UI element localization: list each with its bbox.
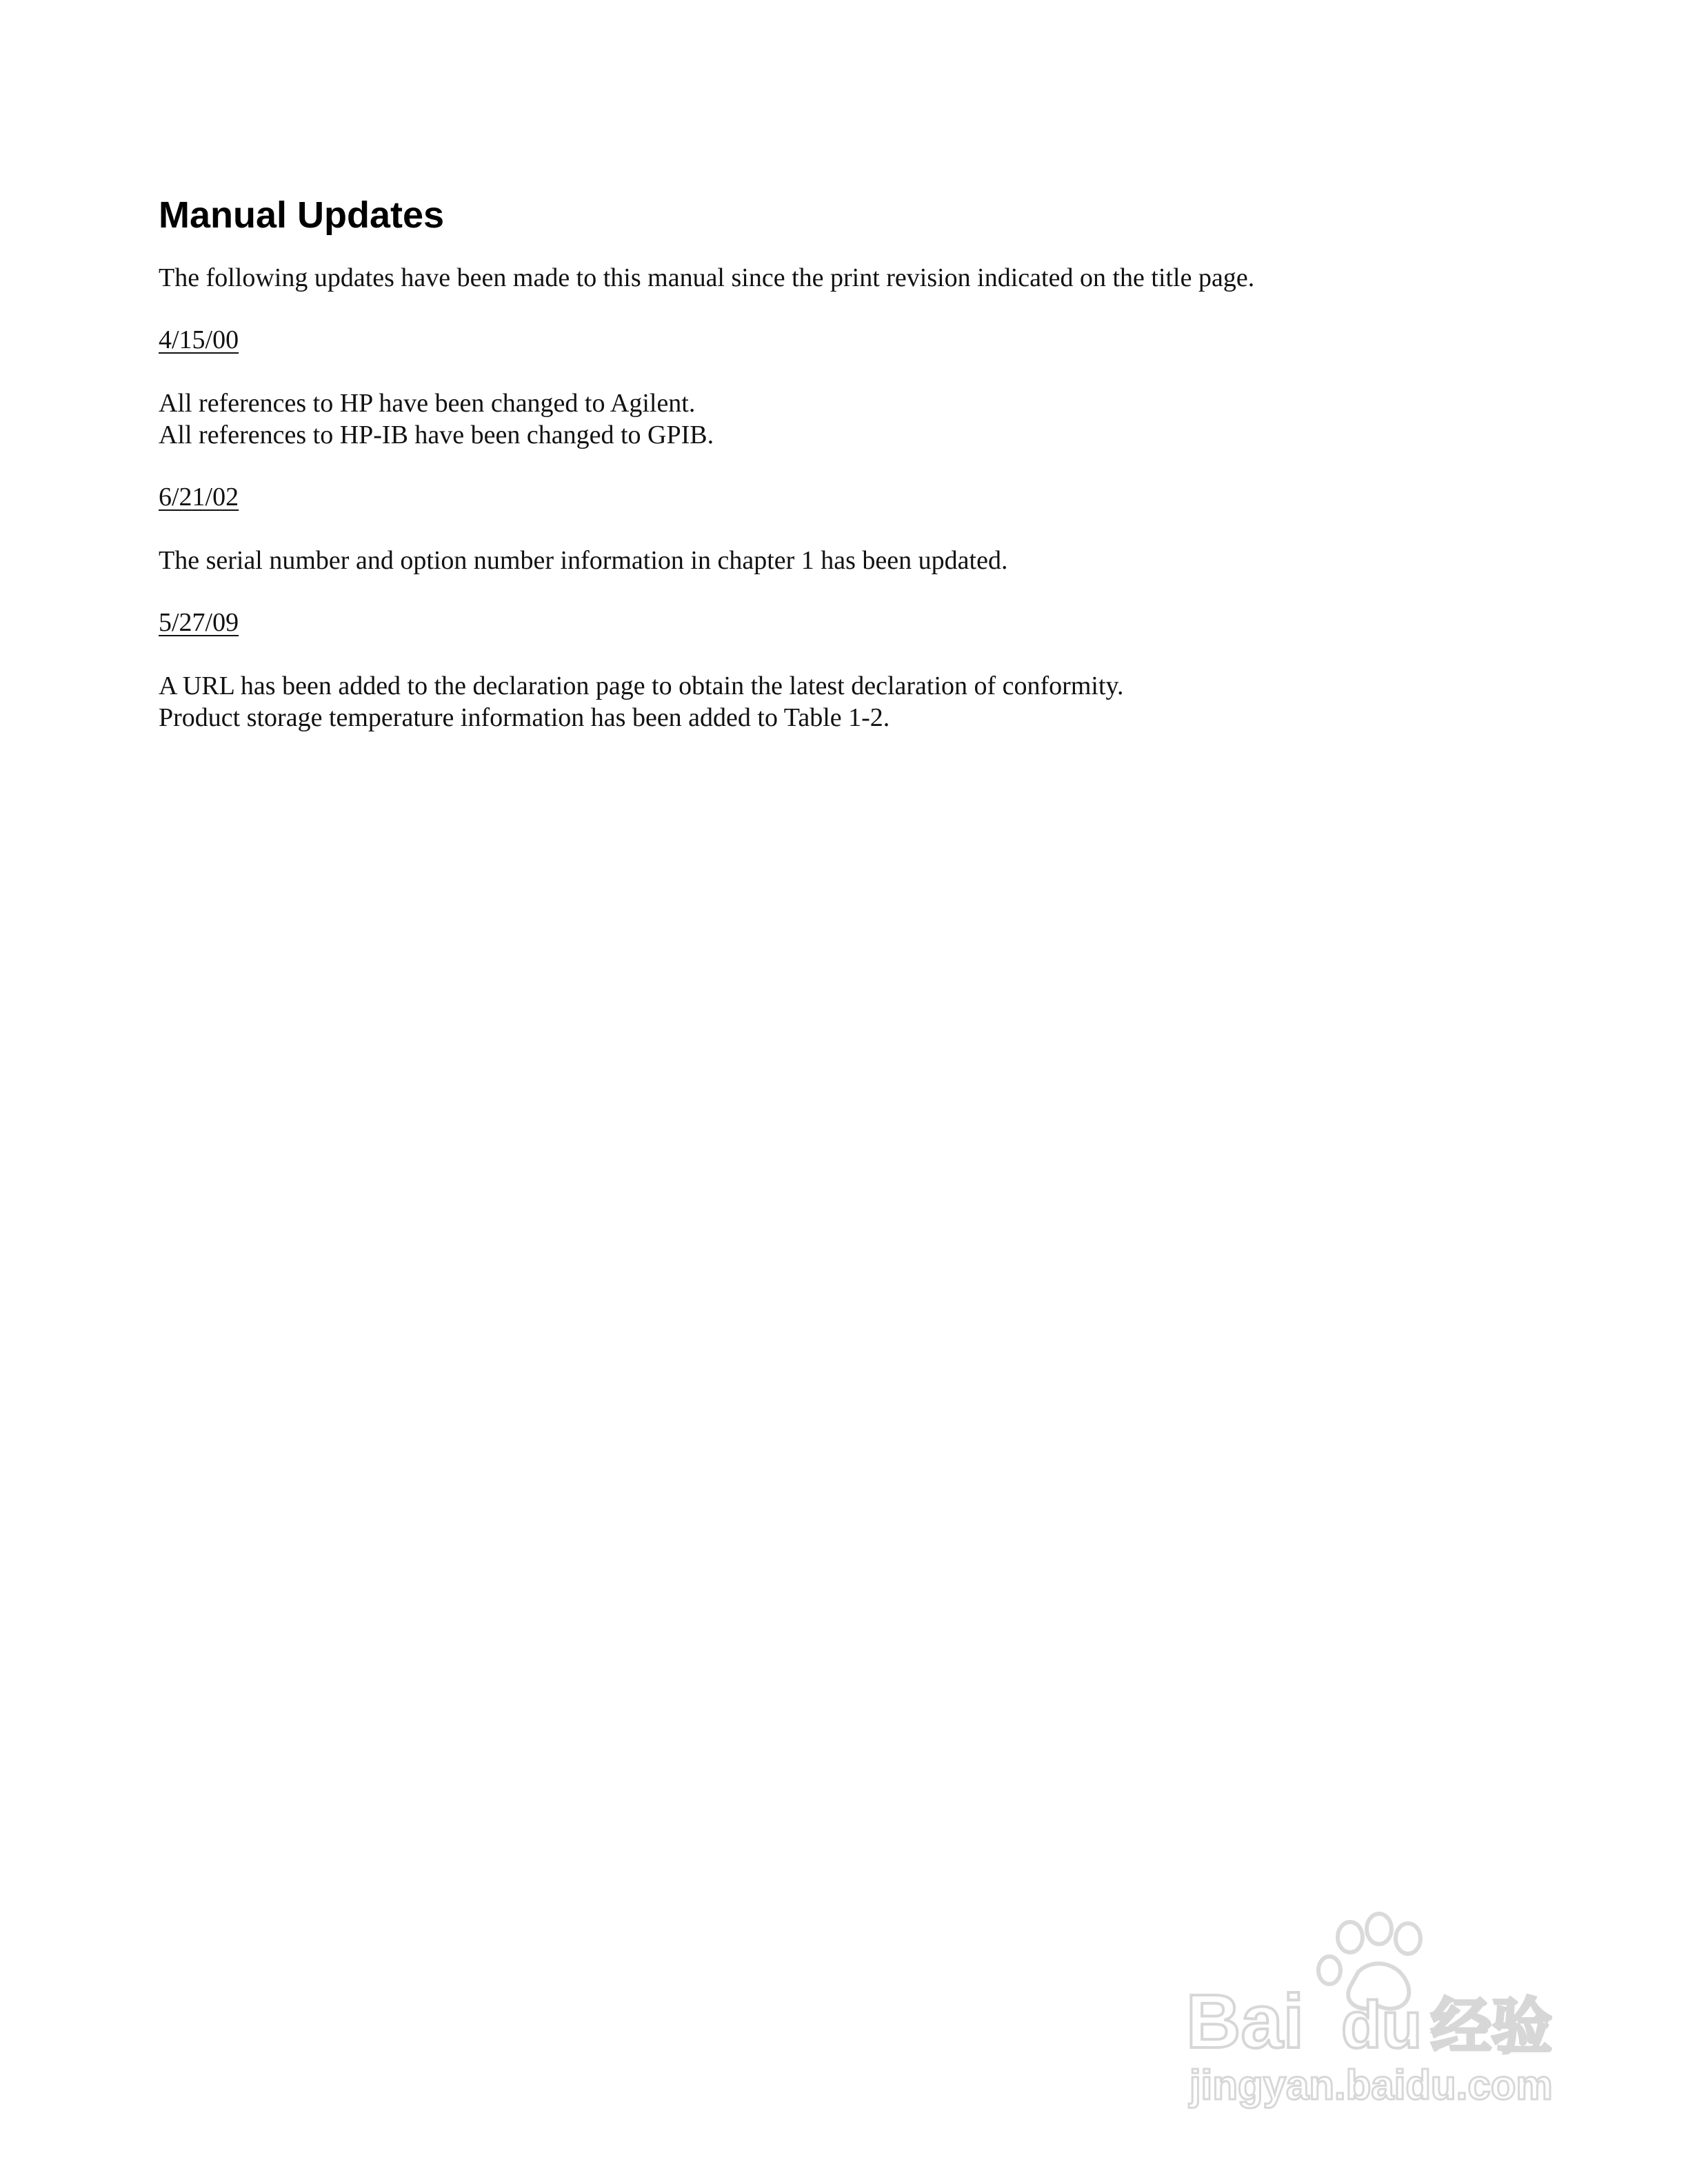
update-lines xyxy=(159,387,1538,451)
svg-text:Bai: Bai xyxy=(1186,1979,1305,2064)
update-line: The serial number and option number information in chapter 1 has been updated. xyxy=(159,546,1008,575)
update-entry-2 xyxy=(159,481,1538,576)
baidu-watermark-logo xyxy=(1165,1910,1579,2116)
update-lines xyxy=(159,670,1538,734)
page-title: Manual Updates xyxy=(159,194,445,236)
update-line: A URL has been added to the declaration page to obtain the latest declaration of conformity. xyxy=(159,671,1124,700)
update-date: 5/27/09 xyxy=(159,608,239,637)
update-line: Product storage temperature information has been added to Table 1-2. xyxy=(159,703,890,732)
update-line: All references to HP-IB have been changed to GPIB. xyxy=(159,421,714,449)
intro-paragraph: The following updates have been made to this manual since the print revision indicated on the title page. xyxy=(159,263,1255,292)
svg-text:du: du xyxy=(1341,1988,1423,2062)
update-entry-1 xyxy=(159,324,1538,451)
update-date: 6/21/02 xyxy=(159,483,239,512)
svg-text:经验: 经验 xyxy=(1431,1991,1553,2062)
svg-text:jingyan.baidu.com: jingyan.baidu.com xyxy=(1189,2062,1553,2108)
update-lines xyxy=(159,545,1538,576)
document-content xyxy=(159,193,1538,734)
update-date: 4/15/00 xyxy=(159,325,239,354)
update-line: All references to HP have been changed to Agilent. xyxy=(159,389,696,418)
update-entry-3 xyxy=(159,607,1538,734)
